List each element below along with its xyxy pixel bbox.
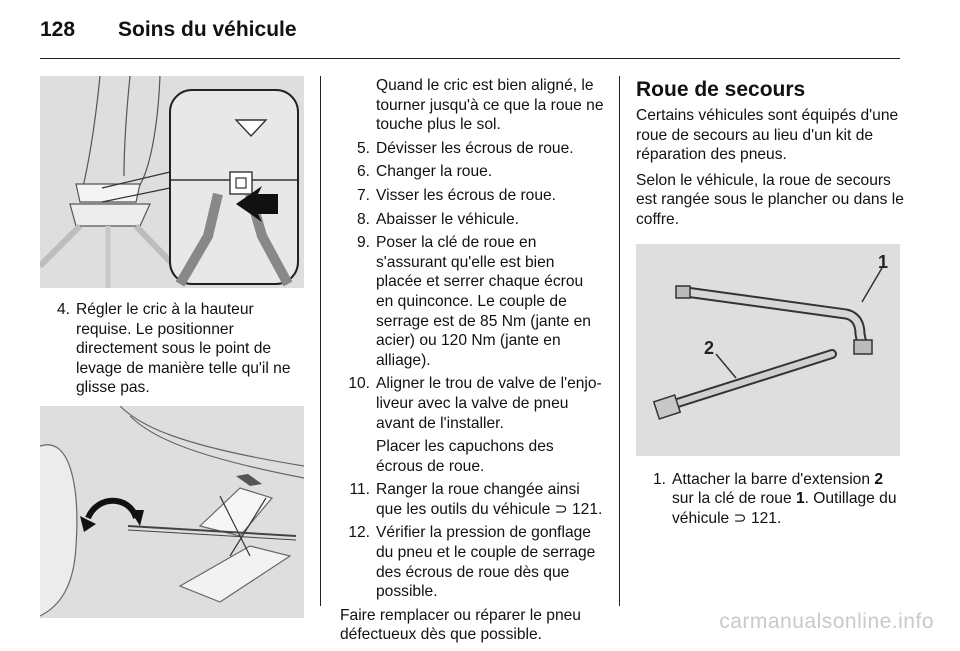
step-number: 8.: [356, 210, 370, 228]
step-4: [40, 300, 304, 398]
step-number: 4.: [56, 301, 70, 318]
continued-text: Quand le cric est bien aligné, le tourner jusqu'à ce que la roue ne touche plus le sol.: [376, 77, 604, 134]
step-11: [340, 480, 604, 519]
step-number: 11.: [349, 481, 370, 499]
step-7: [340, 186, 604, 206]
column-left: [40, 76, 304, 618]
chapter-title: Soins du véhicule: [118, 18, 297, 41]
column-divider-right: [619, 76, 620, 606]
paragraph-1: Certains véhicules sont équipés d'une roue de secours au lieu d'un kit de réparation des pneus.: [636, 107, 899, 164]
figure-label-2: 2: [704, 337, 715, 358]
step-text: Dévisser les écrous de roue.: [376, 139, 574, 157]
part-number-1: 1: [795, 490, 805, 508]
step-text: Abaisser le véhicule.: [376, 210, 520, 228]
column-divider-left: [320, 76, 321, 606]
column-right: [636, 76, 906, 532]
scissor-jack-illustration: [40, 406, 304, 618]
step-10-extra: Placer les capuchons des écrous de roue.: [376, 438, 554, 475]
step-text-a: Attacher la barre d'extension: [672, 470, 875, 488]
section-heading: Roue de secours: [636, 78, 806, 101]
step-number: 9.: [356, 234, 370, 252]
page-header: [40, 18, 297, 48]
step-number: 12.: [348, 524, 370, 542]
step-text: Changer la roue.: [376, 163, 493, 181]
step-text: Ranger la roue changée ainsi que les outils du véhicule ⊃ 121.: [376, 481, 603, 518]
step-9: [340, 233, 604, 370]
step-1: [636, 470, 906, 529]
step-number: 6.: [356, 163, 370, 181]
step-10: [340, 374, 604, 433]
step-number: 7.: [356, 186, 370, 204]
jack-lifting-point-illustration: [40, 76, 304, 288]
step-text: Visser les écrous de roue.: [376, 186, 556, 204]
step-number: 5.: [356, 139, 370, 157]
step-text: Régler le cric à la hauteur requise. Le positionner directement sous le point de levage de manière telle qu'il ne glisse pas.: [76, 301, 291, 397]
wheel-wrench-illustration: [636, 244, 900, 456]
page-number: 128: [40, 18, 76, 41]
step-text-b: sur la clé de roue: [672, 490, 796, 508]
step-5: [340, 139, 604, 159]
figure-label-1: 1: [878, 251, 889, 272]
step-6: [340, 162, 604, 182]
step-text: Aligner le trou de valve de l'enjo-liveur avec la valve de pneu avant de l'installer.: [376, 375, 602, 432]
step-number: 10.: [348, 375, 370, 393]
step-text: Poser la clé de roue en s'assurant qu'elle est bien placée et serrer chaque écrou en quinconce. Le couple de serrage est de 85 Nm (jante en acier) ou 120 Nm (jante en alliage).: [376, 234, 591, 369]
step-text-c: . Outillage du véhicule ⊃ 121.: [672, 490, 897, 527]
step-12: [340, 523, 604, 601]
header-rule: [40, 58, 900, 59]
column-middle: [340, 76, 604, 651]
paragraph-2: Selon le véhicule, la roue de secours est rangée sous le plancher ou dans le coffre.: [636, 171, 904, 228]
part-number-2: 2: [874, 470, 884, 488]
step-8: [340, 210, 604, 230]
closing-paragraph: Faire remplacer ou réparer le pneu défectueux dès que possible.: [340, 606, 581, 644]
step-text: Vérifier la pression de gonflage du pneu et le couple de serrage des écrous de roue dès que possible.: [376, 524, 596, 601]
watermark: carmanualsonline.info: [719, 610, 934, 633]
step-number: 1.: [652, 470, 666, 488]
